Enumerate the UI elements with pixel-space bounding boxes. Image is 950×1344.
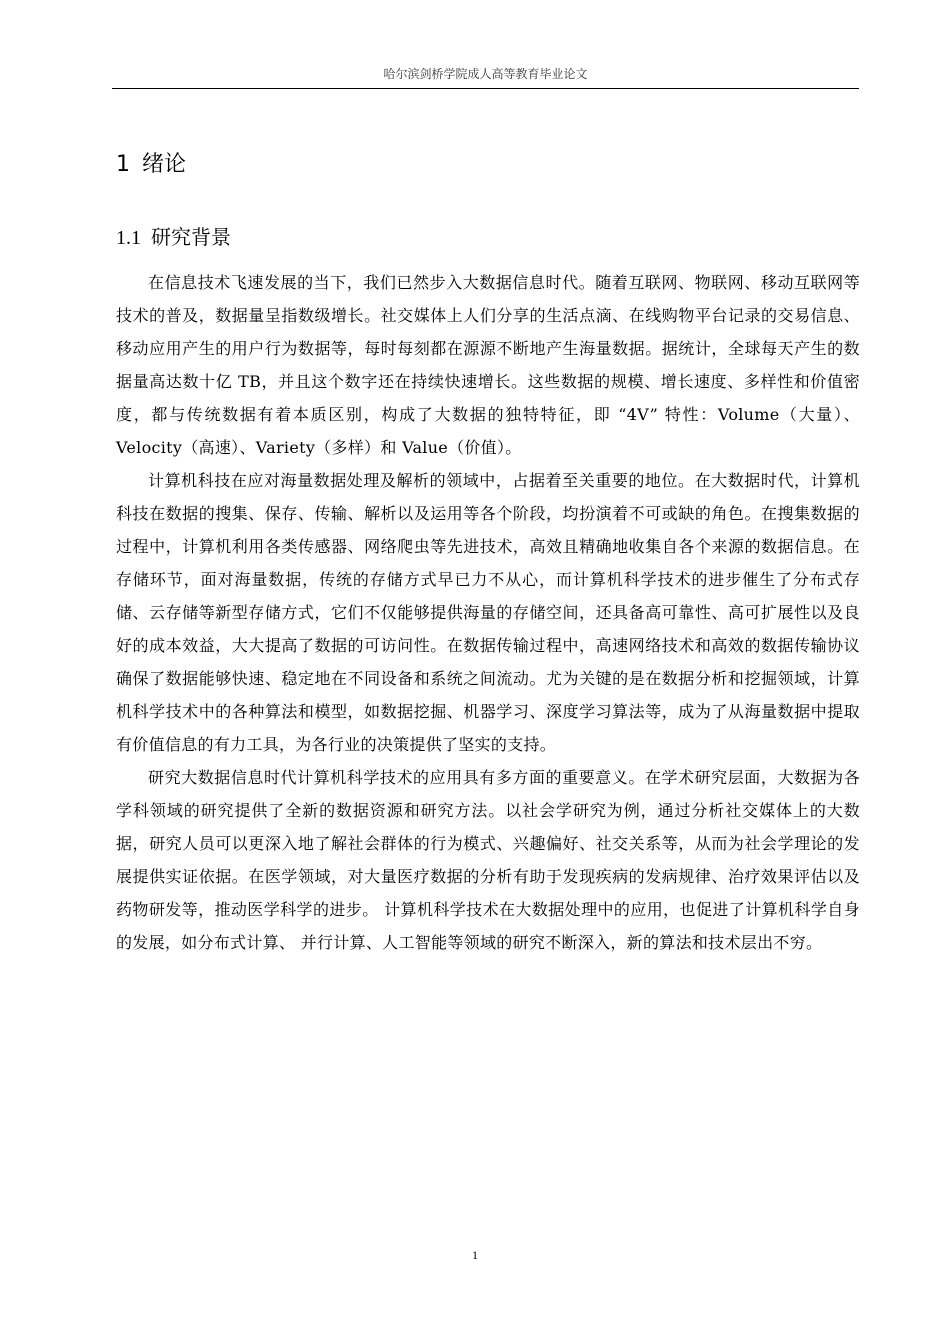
section-number: 1.1 xyxy=(116,227,141,249)
paragraph-1: 在信息技术飞速发展的当下，我们已然步入大数据信息时代。随着互联网、物联网、移动互联网等技术的普及，数据量呈指数级增长。社交媒体上人们分享的生活点滴、在线购物平台记录的交易信息、移动应用产生的用户行为数据等，每时每刻都在源源不断地产生海量数据。据统计，全球每天产生的数据量高达数十亿 TB，并且这个数字还在持续快速增长。这些数据的规模、增长速度、多样性和价值密度，都与传统数据有着本质区别，构成了大数据的独特特征，即 “4V” 特性：Volume（大量）、Velocity（高速）、Variety（多样）和 Value（价值）。 xyxy=(116,273,860,457)
section-heading xyxy=(116,222,231,253)
paragraph-2: 计算机科技在应对海量数据处理及解析的领域中，占据着至关重要的地位。在大数据时代，计算机科技在数据的搜集、保存、传输、解析以及运用等各个阶段，均扮演着不可或缺的角色。在搜集数据的过程中，计算机利用各类传感器、网络爬虫等先进技术，高效且精确地收集自各个来源的数据信息。在存储环节，面对海量数据，传统的存储方式早已力不从心，而计算机科学技术的进步催生了分布式存储、云存储等新型存储方式，它们不仅能够提供海量的存储空间，还具备高可靠性、高可扩展性以及良好的成本效益，大大提高了数据的可访问性。在数据传输过程中，高速网络技术和高效的数据传输协议确保了数据能够快速、稳定地在不同设备和系统之间流动。尤为关键的是在数据分析和挖掘领域，计算机科学技术中的各种算法和模型，如数据挖掘、机器学习、深度学习算法等，成为了从海量数据中提取有价值信息的有力工具，为各行业的决策提供了坚实的支持。 xyxy=(116,471,860,754)
chapter-heading xyxy=(116,150,186,180)
page-header xyxy=(112,66,859,89)
header-title: 哈尔滨剑桥学院成人高等教育毕业论文 xyxy=(383,67,588,81)
chapter-number: 1 xyxy=(116,152,130,177)
chapter-title: 绪论 xyxy=(142,152,187,177)
paragraph-3: 研究大数据信息时代计算机科学技术的应用具有多方面的重要意义。在学术研究层面，大数据为各学科领域的研究提供了全新的数据资源和研究方法。以社会学研究为例，通过分析社交媒体上的大数据，研究人员可以更深入地了解社会群体的行为模式、兴趣偏好、社交关系等，从而为社会学理论的发展提供实证依据。在医学领域，对大量医疗数据的分析有助于发现疾病的发病规律、治疗效果评估以及药物研发等，推动医学科学的进步。 计算机科学技术在大数据处理中的应用，也促进了计算机科学自身的发展，如分布式计算、 并行计算、人工智能等领域的研究不断深入，新的算法和技术层出不穷。 xyxy=(116,768,860,952)
section-title: 研究背景 xyxy=(151,225,231,249)
body-text xyxy=(116,266,860,959)
page-number: 1 xyxy=(472,1248,478,1262)
